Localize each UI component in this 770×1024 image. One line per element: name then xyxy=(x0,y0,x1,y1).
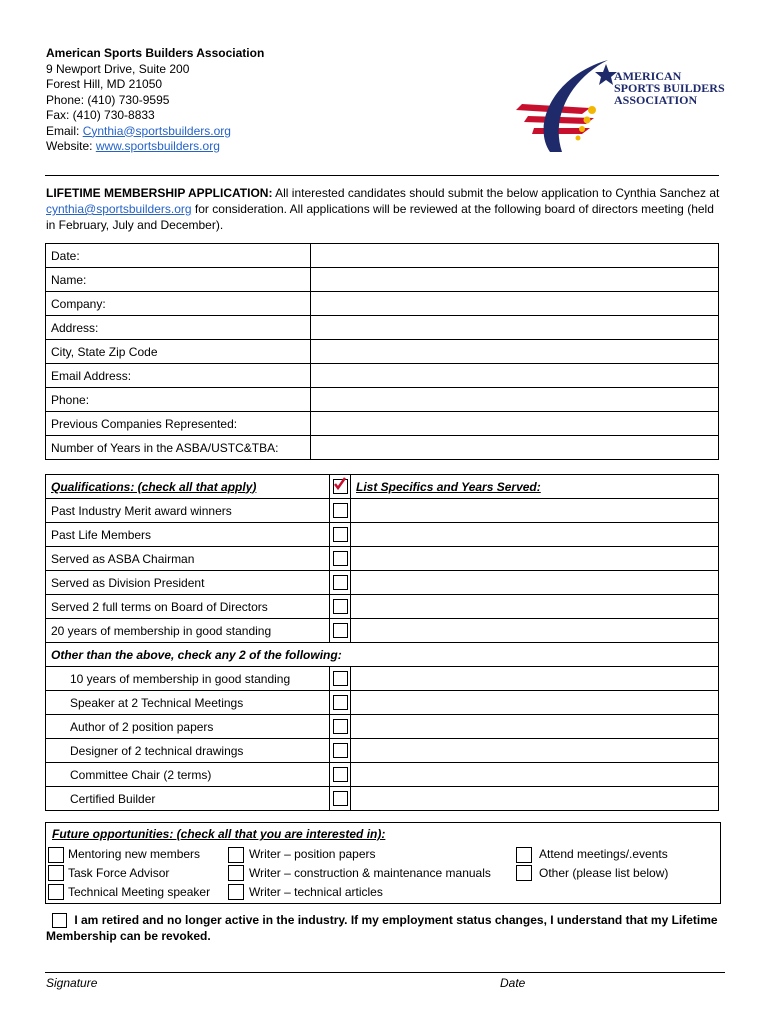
future-header: Future opportunities: (check all that you are interested in): xyxy=(52,827,386,841)
signature-label: Signature xyxy=(46,976,98,990)
qualification-label-qualifications-check-all-that-apply: Qualifications: (check all that apply) xyxy=(46,475,330,499)
field-input-name[interactable] xyxy=(311,268,719,292)
qualification-row xyxy=(46,595,719,619)
retired-text: I am retired and no longer active in the industry. If my employment status changes, I understand that my Lifetime Membership can be revoked. xyxy=(46,913,718,944)
applicant-row xyxy=(46,364,719,388)
field-label-email-address: Email Address: xyxy=(46,364,311,388)
specifics-input[interactable] xyxy=(351,595,719,619)
qualification-label-20-years-of-membership-in-good-standing: 20 years of membership in good standing xyxy=(46,619,330,643)
qualification-row xyxy=(46,523,719,547)
qualification-label-speaker-at-2-technical-meetings: Speaker at 2 Technical Meetings xyxy=(46,691,330,715)
org-city: Forest Hill, MD 21050 xyxy=(46,77,163,91)
future-checkbox-writer-manuals[interactable] xyxy=(228,865,244,881)
qualification-checkbox-author-of-2-position-papers[interactable] xyxy=(333,719,348,734)
email-label: Email: xyxy=(46,123,83,138)
future-checkbox-task-force[interactable] xyxy=(48,865,64,881)
qualification-check-cell xyxy=(330,739,351,763)
qualification-check-cell xyxy=(330,691,351,715)
field-input-company[interactable] xyxy=(311,292,719,316)
qualification-row xyxy=(46,499,719,523)
header-divider xyxy=(45,175,719,176)
qualification-checkbox-certified-builder[interactable] xyxy=(333,791,348,806)
qualification-label-served-2-full-terms-on-board-of-directors: Served 2 full terms on Board of Directors xyxy=(46,595,330,619)
future-checkbox-mentoring[interactable] xyxy=(48,847,64,863)
field-input-date[interactable] xyxy=(311,244,719,268)
field-label-previous-companies-represented: Previous Companies Represented: xyxy=(46,412,311,436)
org-phone: Phone: (410) 730-9595 xyxy=(46,92,170,107)
org-address-block xyxy=(46,46,264,155)
field-input-number-of-years-in-the-asba-ustc-tba[interactable] xyxy=(311,436,719,460)
field-input-previous-companies-represented[interactable] xyxy=(311,412,719,436)
qualification-check-cell xyxy=(330,667,351,691)
logo-line1: AMERICAN xyxy=(614,69,682,83)
field-label-city-state-zip-code: City, State Zip Code xyxy=(46,340,311,364)
future-checkbox-writer-articles[interactable] xyxy=(228,884,244,900)
applicant-row xyxy=(46,388,719,412)
qualification-check-cell xyxy=(330,475,351,499)
field-input-city-state-zip-code[interactable] xyxy=(311,340,719,364)
future-opportunities-box xyxy=(45,822,721,904)
future-option-other: Other (please list below) xyxy=(539,866,669,880)
org-website-link[interactable]: www.sportsbuilders.org xyxy=(95,139,220,153)
intro-text-1: All interested candidates should submit the below application to Cynthia Sanchez at xyxy=(272,186,720,200)
specifics-input[interactable] xyxy=(351,691,719,715)
org-name: American Sports Builders Association xyxy=(46,46,265,60)
qualification-check-cell xyxy=(330,547,351,571)
qualification-checkbox-past-industry-merit-award-winners[interactable] xyxy=(333,503,348,518)
field-label-company: Company: xyxy=(46,292,311,316)
qualification-check-cell xyxy=(330,571,351,595)
qualification-checkbox-committee-chair-2-terms[interactable] xyxy=(333,767,348,782)
qualification-label-past-industry-merit-award-winners: Past Industry Merit award winners xyxy=(46,499,330,523)
future-option-attend: Attend meetings/.events xyxy=(539,847,668,861)
other-qualifications-header: Other than the above, check any 2 of the following: xyxy=(46,643,719,667)
asba-logo xyxy=(512,56,727,161)
qualification-row xyxy=(46,691,719,715)
field-label-name: Name: xyxy=(46,268,311,292)
qualification-row xyxy=(46,739,719,763)
applicant-row xyxy=(46,244,719,268)
qualification-label-certified-builder: Certified Builder xyxy=(46,787,330,811)
qualification-row xyxy=(46,571,719,595)
qualification-row xyxy=(46,475,719,499)
qualification-checkbox-served-as-division-president[interactable] xyxy=(333,575,348,590)
qualification-row xyxy=(46,547,719,571)
qualification-checkbox-served-2-full-terms-on-board-of-directors[interactable] xyxy=(333,599,348,614)
field-label-date: Date: xyxy=(46,244,311,268)
field-label-phone: Phone: xyxy=(46,388,311,412)
application-heading: LIFETIME MEMBERSHIP APPLICATION: xyxy=(46,186,273,200)
field-input-email-address[interactable] xyxy=(311,364,719,388)
qualification-label-designer-of-2-technical-drawings: Designer of 2 technical drawings xyxy=(46,739,330,763)
logo-line3: ASSOCIATION xyxy=(614,93,698,107)
future-option-task-force: Task Force Advisor xyxy=(68,866,170,880)
specifics-input[interactable] xyxy=(351,787,719,811)
applicant-row xyxy=(46,268,719,292)
field-input-address[interactable] xyxy=(311,316,719,340)
applicant-row xyxy=(46,316,719,340)
specifics-input[interactable] xyxy=(351,619,719,643)
future-checkbox-other[interactable] xyxy=(516,865,532,881)
qualification-check-cell xyxy=(330,715,351,739)
specifics-input[interactable] xyxy=(351,715,719,739)
qualification-label-committee-chair-2-terms: Committee Chair (2 terms) xyxy=(46,763,330,787)
future-option-writer-manuals: Writer – construction & maintenance manuals xyxy=(249,866,491,880)
specifics-input[interactable] xyxy=(351,571,719,595)
specifics-input[interactable] xyxy=(351,547,719,571)
specifics-input[interactable] xyxy=(351,523,719,547)
specifics-header: List Specifics and Years Served: xyxy=(351,475,719,499)
specifics-input[interactable] xyxy=(351,739,719,763)
future-option-writer-articles: Writer – technical articles xyxy=(249,885,383,899)
applicant-row xyxy=(46,436,719,460)
org-fax: Fax: (410) 730-8833 xyxy=(46,108,155,122)
qualifications-table xyxy=(45,474,719,811)
qualification-checkbox-20-years-of-membership-in-good-standing[interactable] xyxy=(333,623,348,638)
qualification-label-served-as-asba-chairman: Served as ASBA Chairman xyxy=(46,547,330,571)
future-option-speaker: Technical Meeting speaker xyxy=(68,885,211,899)
applicant-row xyxy=(46,412,719,436)
qualification-check-cell xyxy=(330,787,351,811)
qualification-row xyxy=(46,715,719,739)
applicant-row xyxy=(46,292,719,316)
qualification-row xyxy=(46,787,719,811)
website-label: Website: xyxy=(46,139,96,153)
retired-statement xyxy=(46,912,726,944)
field-input-phone[interactable] xyxy=(311,388,719,412)
applicant-info-table xyxy=(45,243,719,460)
qualification-label-10-years-of-membership-in-good-standing: 10 years of membership in good standing xyxy=(46,667,330,691)
signature-line[interactable] xyxy=(45,972,725,973)
qualification-label-past-life-members: Past Life Members xyxy=(46,523,330,547)
qualification-checkbox-served-as-asba-chairman[interactable] xyxy=(333,551,348,566)
future-checkbox-speaker[interactable] xyxy=(48,884,64,900)
applicant-row xyxy=(46,340,719,364)
qualification-check-cell xyxy=(330,499,351,523)
field-label-address: Address: xyxy=(46,316,311,340)
intro-paragraph xyxy=(46,185,726,233)
intro-text-2: for consideration. All applications will be reviewed at the following board of directors meeting (held in February, July and December). xyxy=(46,202,714,232)
qualification-row xyxy=(46,619,719,643)
specifics-input[interactable] xyxy=(351,499,719,523)
qualification-checkbox-qualifications-check-all-that-apply[interactable] xyxy=(333,479,348,494)
checkmark-icon xyxy=(333,477,347,491)
org-email-link[interactable]: Cynthia@sportsbuilders.org xyxy=(82,123,231,138)
qualification-check-cell xyxy=(330,763,351,787)
specifics-input[interactable] xyxy=(351,763,719,787)
qualification-label-served-as-division-president: Served as Division President xyxy=(46,571,330,595)
retired-checkbox[interactable] xyxy=(52,913,67,928)
future-checkbox-attend[interactable] xyxy=(516,847,532,863)
qualification-label-author-of-2-position-papers: Author of 2 position papers xyxy=(46,715,330,739)
qualification-checkbox-designer-of-2-technical-drawings[interactable] xyxy=(333,743,348,758)
field-label-number-of-years-in-the-asba-ustc-tba: Number of Years in the ASBA/USTC&TBA: xyxy=(46,436,311,460)
logo-line2: SPORTS BUILDERS xyxy=(614,81,725,95)
qualification-row xyxy=(46,763,719,787)
qualification-checkbox-10-years-of-membership-in-good-standing[interactable] xyxy=(333,671,348,686)
intro-email-link[interactable]: cynthia@sportsbuilders.org xyxy=(46,202,192,216)
qualification-check-cell xyxy=(330,619,351,643)
qualification-check-cell xyxy=(330,523,351,547)
qualification-checkbox-speaker-at-2-technical-meetings[interactable] xyxy=(333,695,348,710)
qualification-checkbox-past-life-members[interactable] xyxy=(333,527,348,542)
specifics-input[interactable] xyxy=(351,667,719,691)
future-checkbox-writer-papers[interactable] xyxy=(228,847,244,863)
date-label: Date xyxy=(500,976,526,990)
future-option-writer-papers: Writer – position papers xyxy=(249,847,376,861)
qualification-row xyxy=(46,667,719,691)
future-option-mentoring: Mentoring new members xyxy=(68,847,201,861)
qualification-check-cell xyxy=(330,595,351,619)
org-street: 9 Newport Drive, Suite 200 xyxy=(46,61,190,76)
other-header-row xyxy=(46,643,719,667)
